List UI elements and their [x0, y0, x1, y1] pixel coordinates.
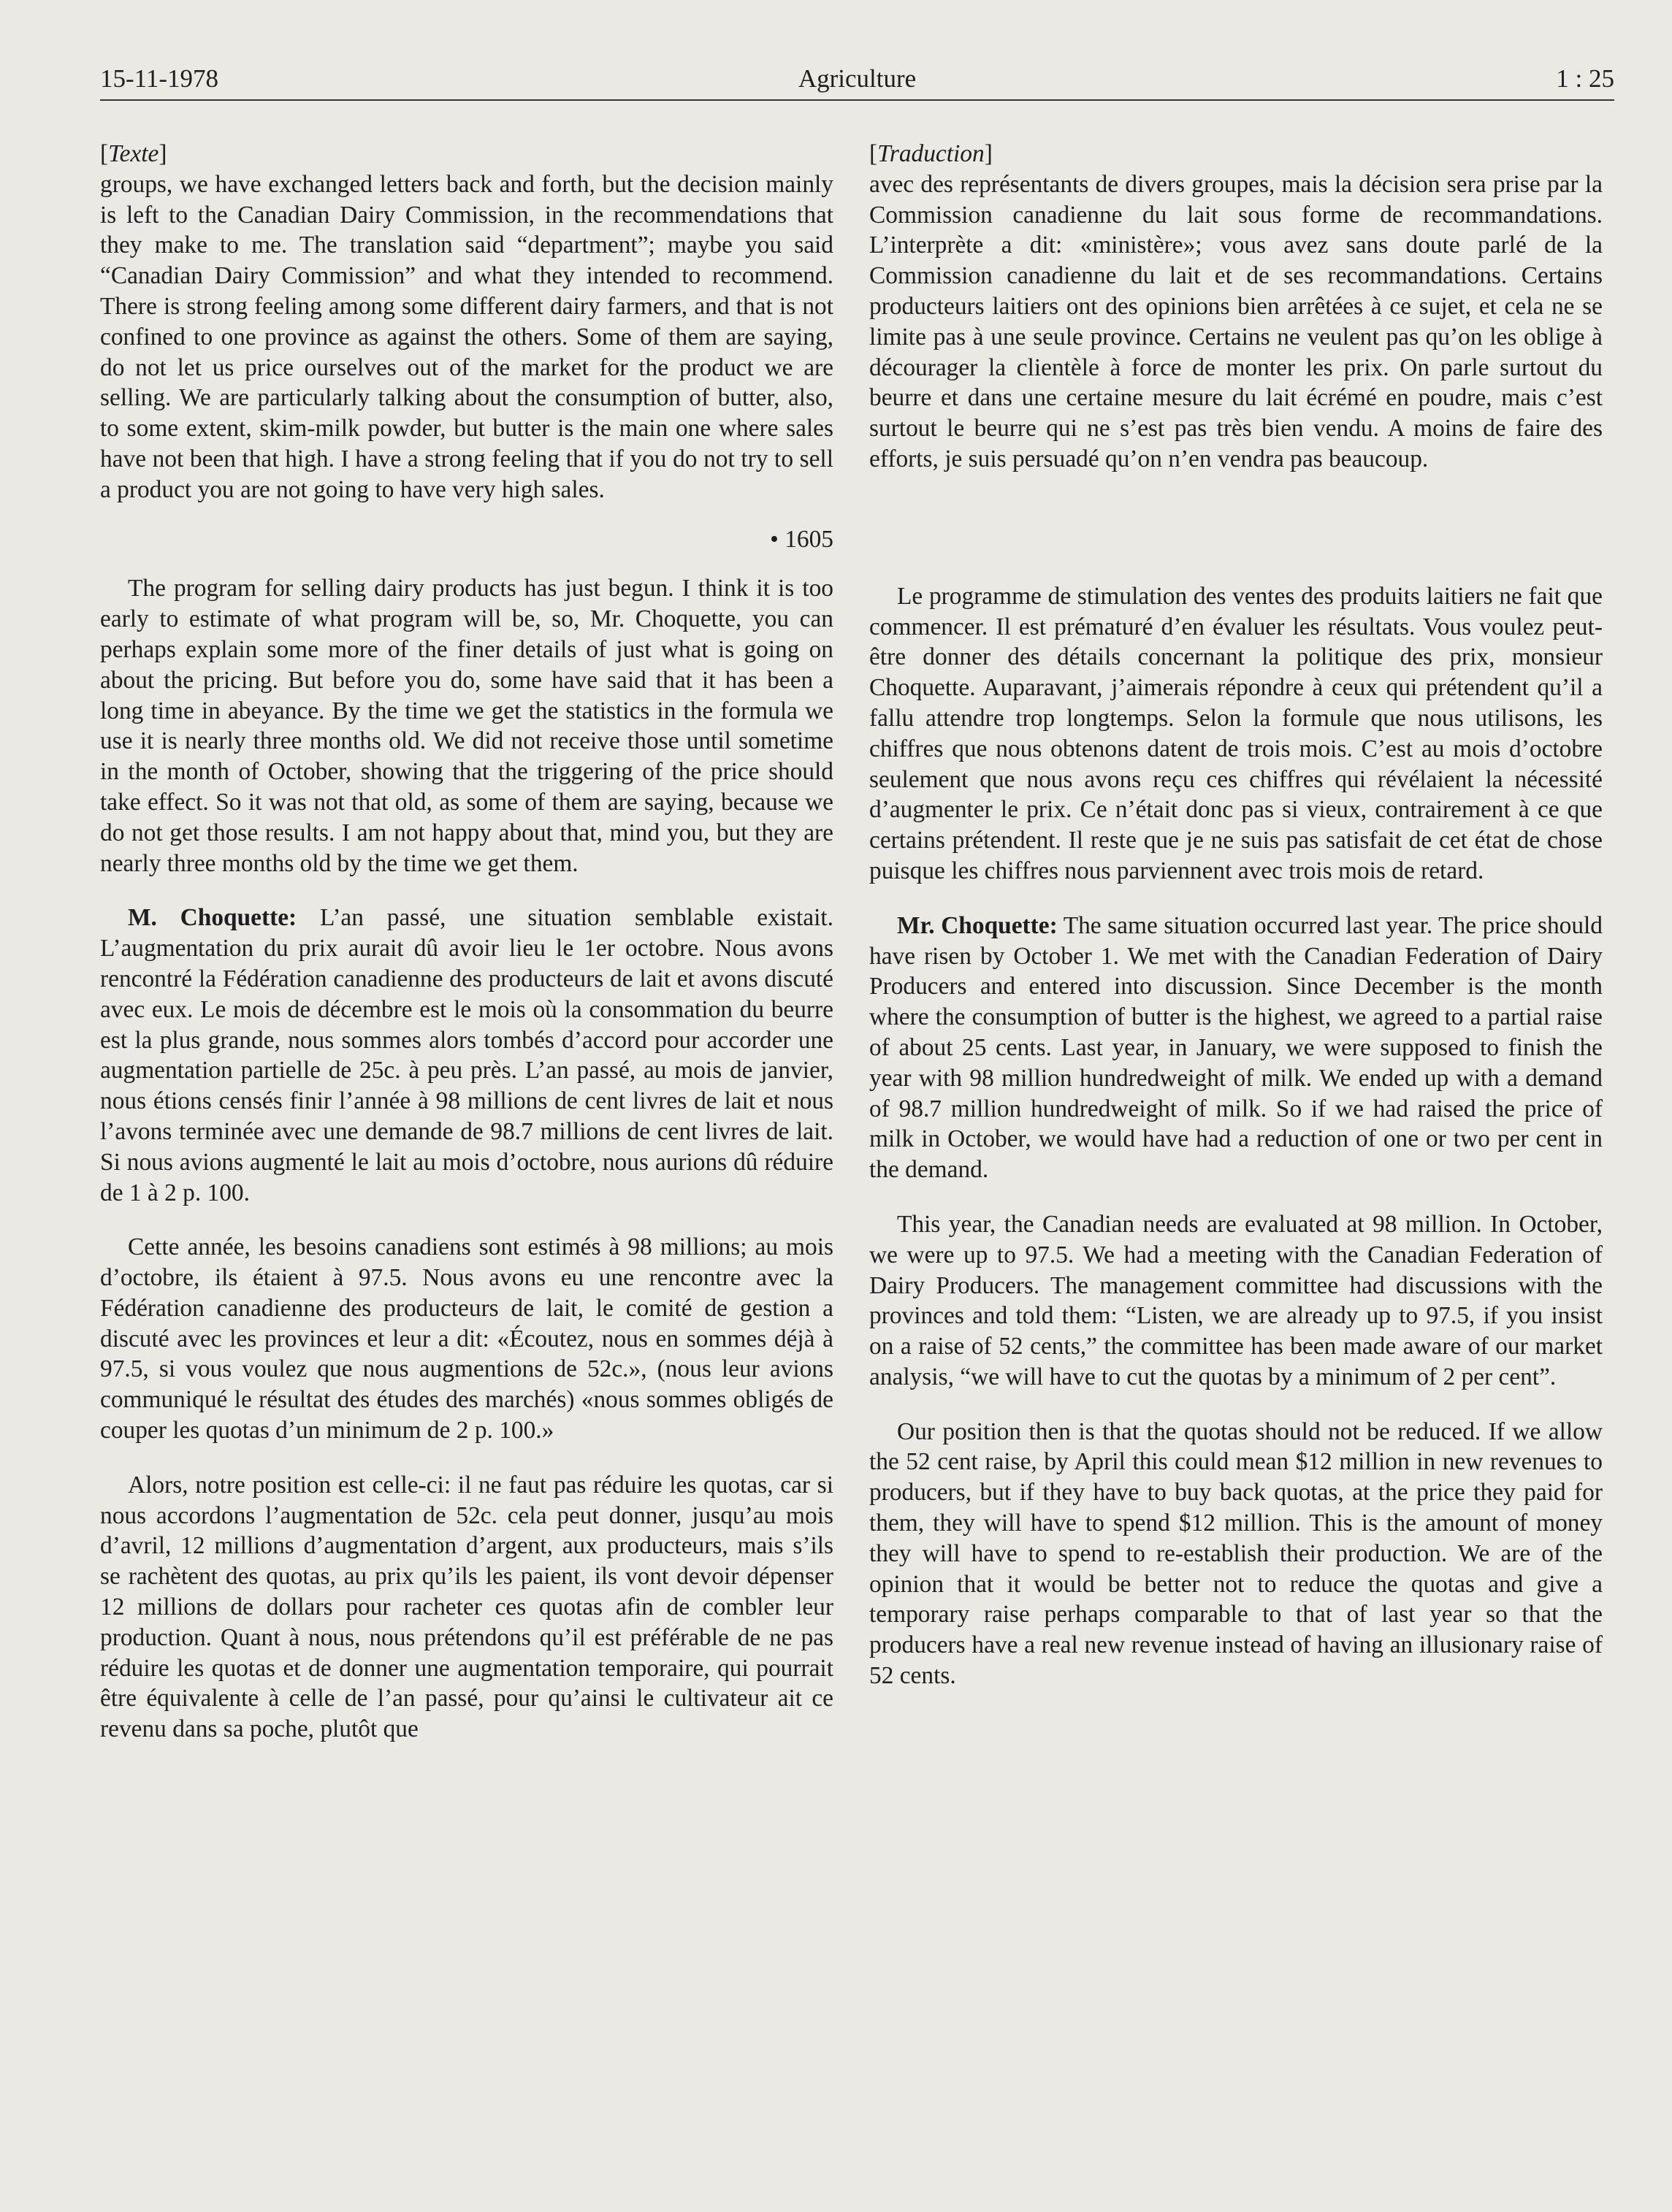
left-paragraph-3 — [100, 903, 833, 1208]
left-paragraph-1: groups, we have exchanged letters back and forth, but the decision mainly is left to the Canadian Dairy Commission, in the recommendations that they make to me. The translation said “department”; maybe you said “Canadian Dairy Commission” and what they intended to recommend. There is strong feeling among some different dairy farmers, and that is not confined to one province as against the others. Some of them are saying, do not let us price ourselves out of the market for the product we are selling. We are particularly talking about the consumption of butter, also, to some extent, skim-milk powder, but butter is the main one where sales have not been that high. I have a strong feeling that if you do not try to sell a product you are not going to have very high sales. — [100, 170, 833, 503]
page-header — [100, 61, 1614, 101]
left-paragraph-2: The program for selling dairy products has just begun. I think it is too early to estimate of what program will be, so, Mr. Choquette, you can perhaps explain some more of the finer details of just what is going on about the pricing. But before you do, some have said that it has been a long time in abeyance. By the time we get the statistics in the formula we use it is nearly three months old. We did not receive those until sometime in the month of October, showing that the triggering of the price should take effect. So it was not that old, as some of them are saying, because we do not get those results. I am not happy about that, mind you, but they are nearly three months old by the time we get them. — [100, 575, 833, 877]
right-paragraph-1: avec des représentants de divers groupes, mais la décision sera prise par la Commission canadienne du lait sous forme de recommandations. L’interprète a dit: «ministère»; vous avez sans doute parlé de la Commission canadienne du lait et de ses recommandations. Certains producteurs laitiers ont des opinions bien arrêtées à ce sujet, et cela ne se limite pas à une seule province. Certains ne veulent pas qu’on les oblige à décourager la clientèle à force de monter les prix. On parle surtout du beurre et dans une certaine mesure du lait écrémé en poudre, mais c’est surtout le beurre qui ne s’est pas très bien vendu. A moins de faire des efforts, je suis persuadé qu’on n’en vendra pas beaucoup. — [869, 170, 1603, 472]
right-paragraph-3-text: The same situation occurred last year. The price should have risen by October 1. We met with the Canadian Federation of Dairy Producers and entered into discussion. Since December is the month where the consumption of butter is the highest, we agreed to a partial raise of about 25 cents. Last year, in January, we were supposed to finish the year with 98 million hundredweight of milk. We ended up with a demand of 98.7 million hundredweight of milk. So if we had raised the price of milk in October, we would have had a reduction of one or two per cent in the demand. — [869, 911, 1603, 1184]
left-paragraph-3-text: L’an passé, une situation semblable existait. L’augmentation du prix aurait dû avoir lieu le 1er octobre. Nous avons rencontré la Fédération canadienne des producteurs de lait et avons discuté avec eux. Le mois de décembre est le mois où la consommation du beurre est la plus grande, nous sommes alors tombés d’accord pour accorder une augmentation partielle de 25c. à peu près. L’an passé, au mois de janvier, nous étions censés finir l’année à 98 millions de cent livres de lait et nous l’avons terminée avec une demande de 98.7 millions de cent livres de lait. Si nous avions augmenté le lait au mois d’octobre, nous aurions dû réduire de 1 à 2 p. 100. — [100, 904, 833, 1206]
header-page-number: 1 : 25 — [1556, 64, 1614, 93]
time-marker: • 1605 — [770, 525, 833, 553]
right-paragraph-3 — [869, 911, 1603, 1185]
header-title: Agriculture — [798, 64, 917, 93]
right-column-label: [Traduction] — [869, 140, 993, 167]
speaker-name: M. Choquette: — [128, 904, 297, 932]
left-column-label: [Texte] — [100, 140, 167, 167]
right-paragraph-4: This year, the Canadian needs are evaluated at 98 million. In October, we were up to 97.5. We had a meeting with the Canadian Federation of Dairy Producers. The management committee had discussions with the provinces and told them: “Listen, we are already up to 97.5, if you insist on a raise of 52 cents,” the committee has been made aware of our market analysis, “we will have to cut the quotas by a minimum of 2 per cent”. — [869, 1210, 1603, 1390]
right-column — [869, 139, 1603, 1691]
speaker-name: Mr. Choquette: — [897, 911, 1058, 939]
left-paragraph-4: Cette année, les besoins canadiens sont estimés à 98 millions; au mois d’octobre, ils étaient à 97.5. Nous avons eu une rencontre avec la Fédération canadienne des producteurs de lait, le comité de gestion a discuté avec les provinces et leur a dit: «Écoutez, nous en sommes déjà à 97.5, si vous voulez que nous augmentions de 52c.», (nous leur avions communiqué le résultat des études des marchés) «nous sommes obligés de couper les quotas d’un minimum de 2 p. 100.» — [100, 1233, 833, 1444]
right-paragraph-5: Our position then is that the quotas should not be reduced. If we allow the 52 cent raise, by April this could mean $12 million in new revenues to producers, but if they have to buy back quotas, at the price they paid for them, they will have to spend $12 million. This is the amount of money they will have to spend to re-establish their production. We are of the opinion that it would be better not to reduce the quotas and give a temporary raise perhaps comparable to that of last year so that the producers have a real new revenue instead of having an illusionary raise of 52 cents. — [869, 1417, 1603, 1690]
header-date: 15-11-1978 — [100, 64, 219, 93]
right-paragraph-2: Le programme de stimulation des ventes des produits laitiers ne fait que commencer. Il est prématuré d’en évaluer les résultats. Vous voulez peut-être donner des détails concernant la politique des prix, monsieur Choquette. Auparavant, j’aimerais répondre à ceux qui prétendent qu’il a fallu attendre trop longtemps. Selon la formule que nous utilisons, les chiffres que nous obtenons datent de trois mois. C’est au mois d’octobre seulement que nous avons reçu ces chiffres qui révélaient la nécessité d’augmenter le prix. Ce n’était donc pas si vieux, contrairement à ce que certains prétendent. Il reste que je ne suis pas satisfait de cet état de chose puisque les chiffres nous parviennent avec trois mois de retard. — [869, 582, 1603, 884]
left-column — [100, 139, 833, 1745]
left-paragraph-5: Alors, notre position est celle-ci: il ne faut pas réduire les quotas, car si nous accordons l’augmentation de 52c. cela peut donner, jusqu’au mois d’avril, 12 millions d’augmentation d’argent, aux producteurs, mais s’ils se rachètent des quotas, au prix qu’ils les paient, ils vont devoir dépenser 12 millions de dollars pour racheter ces quotas afin de combler leur production. Quant à nous, nous prétendons qu’il est préférable de ne pas réduire les quotas et de donner une augmentation temporaire, qui pourrait être équivalente à celle de l’an passé, pour qu’ainsi le cultivateur ait ce revenu dans sa poche, plutôt que — [100, 1471, 833, 1743]
